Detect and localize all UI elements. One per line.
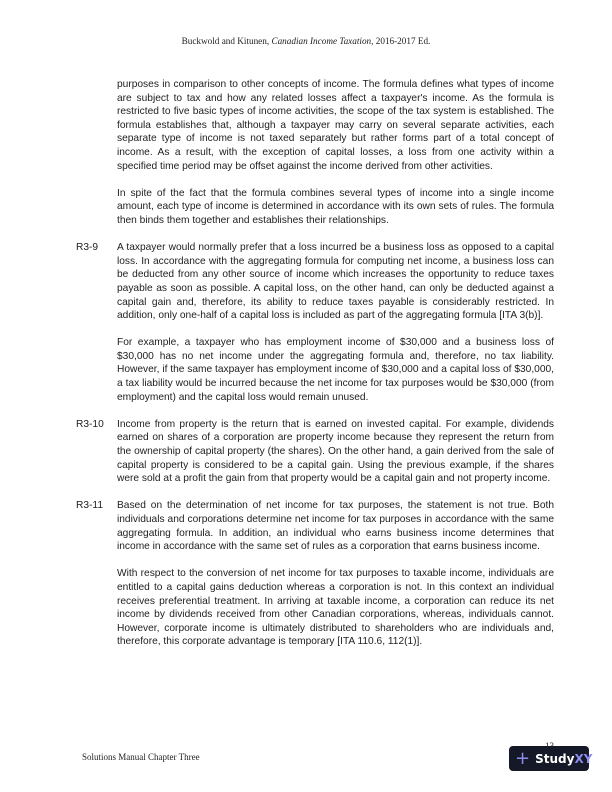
question-number <box>76 187 117 228</box>
paragraph-text: Income from property is the return that is earned on invested capital. For example, dividends earned on shares of a corporation are property income because they represent the return from the ownership of capital property (the shares). On the other hand, a gain derived from the sale of capital property is considered to be a capital gain. Using the previous example, if the shares were sold at a profit the gain from that property would be a capital gain and not property income. <box>117 418 554 485</box>
header-authors: Buckwold and Kitunen, <box>181 36 272 46</box>
brand-study: Study <box>535 751 575 766</box>
running-header <box>0 36 612 46</box>
studyxy-badge[interactable] <box>509 746 593 771</box>
paragraph-text: purposes in comparison to other concepts of income. The formula defines what types of income are subject to tax and how any related losses affect a taxpayer's income. As the formula is restricted to five basic types of income activities, the scope of the tax system is established. The formula establishes that, although a taxpayer may carry on several separate activities, each separate type of income is not taxed separately but rather forms part of a total concept of income. As a result, with the exception of capital losses, a loss from one activity within a specified time period may be offset against the income derived from other activities. <box>117 79 554 172</box>
question-number <box>76 567 117 649</box>
paragraph-text: A taxpayer would normally prefer that a loss incurred be a business loss as opposed to a capital loss. In accordance with the aggregating formula for computing net income, a business loss can be deducted from any other source of income which increases the opportunity to reduce taxes payable as soon as possible. A capital loss, on the other hand, can only be deducted against a capital gain and, therefore, its ability to reduce taxes payable is considerably restricted. In addition, only one-half of a capital loss is included as part of the aggregating formula [ITA 3(b)]. <box>117 242 554 322</box>
paragraph-text: Based on the determination of net income for tax purposes, the statement is not true. Both individuals and corporations determine net income for tax purposes in accordance with the same aggregating formula. In addition, an individual who earns business income determines that income in accordance with the same set of rules as a corporation that earns business income. <box>117 500 554 553</box>
page-body <box>76 78 554 663</box>
plus-icon: + <box>515 747 531 769</box>
question-number: R3-9 <box>76 242 99 254</box>
paragraph <box>76 78 554 173</box>
paragraph <box>76 187 554 228</box>
header-book-title: Canadian Income Taxation, <box>271 36 374 46</box>
paragraph-r3-9 <box>76 241 554 323</box>
paragraph-r3-10 <box>76 418 554 486</box>
footer-chapter-label: Solutions Manual Chapter Three <box>82 752 200 762</box>
paragraph-text: In spite of the fact that the formula combines several types of income into a single income amount, each type of income is determined in accordance with its own sets of rules. The formula then binds them together and establishes their relationships. <box>117 187 554 226</box>
question-number <box>76 336 117 404</box>
brand-xy: XY <box>574 751 593 766</box>
paragraph-r3-11 <box>76 499 554 553</box>
question-number <box>76 78 117 173</box>
paragraph <box>76 336 554 404</box>
paragraph-text: For example, a taxpayer who has employment income of $30,000 and a business loss of $30,000 has no net income under the aggregating formula and, therefore, no tax liability. However, if the same taxpayer has employment income of $30,000 and a capital loss of $30,000, a tax liability would be incurred because the net income for tax purposes would be $30,000 (from employment) and the capital loss would remain unused. <box>117 337 554 403</box>
paragraph <box>76 567 554 649</box>
header-edition: 2016-2017 Ed. <box>373 36 431 46</box>
question-number: R3-10 <box>76 418 104 430</box>
question-number: R3-11 <box>76 500 103 512</box>
paragraph-text: With respect to the conversion of net income for tax purposes to taxable income, individuals are entitled to a capital gains deduction whereas a corporation is not. In this context an individual receives preferential treatment. In arriving at taxable income, a corporation can reduce its net income by dividends received from other Canadian corporations, whereas, individuals cannot. However, corporate income is ultimately distributed to shareholders who are individuals and, therefore, this corporate advantage is temporary [ITA 110.6, 112(1)]. <box>117 568 554 648</box>
